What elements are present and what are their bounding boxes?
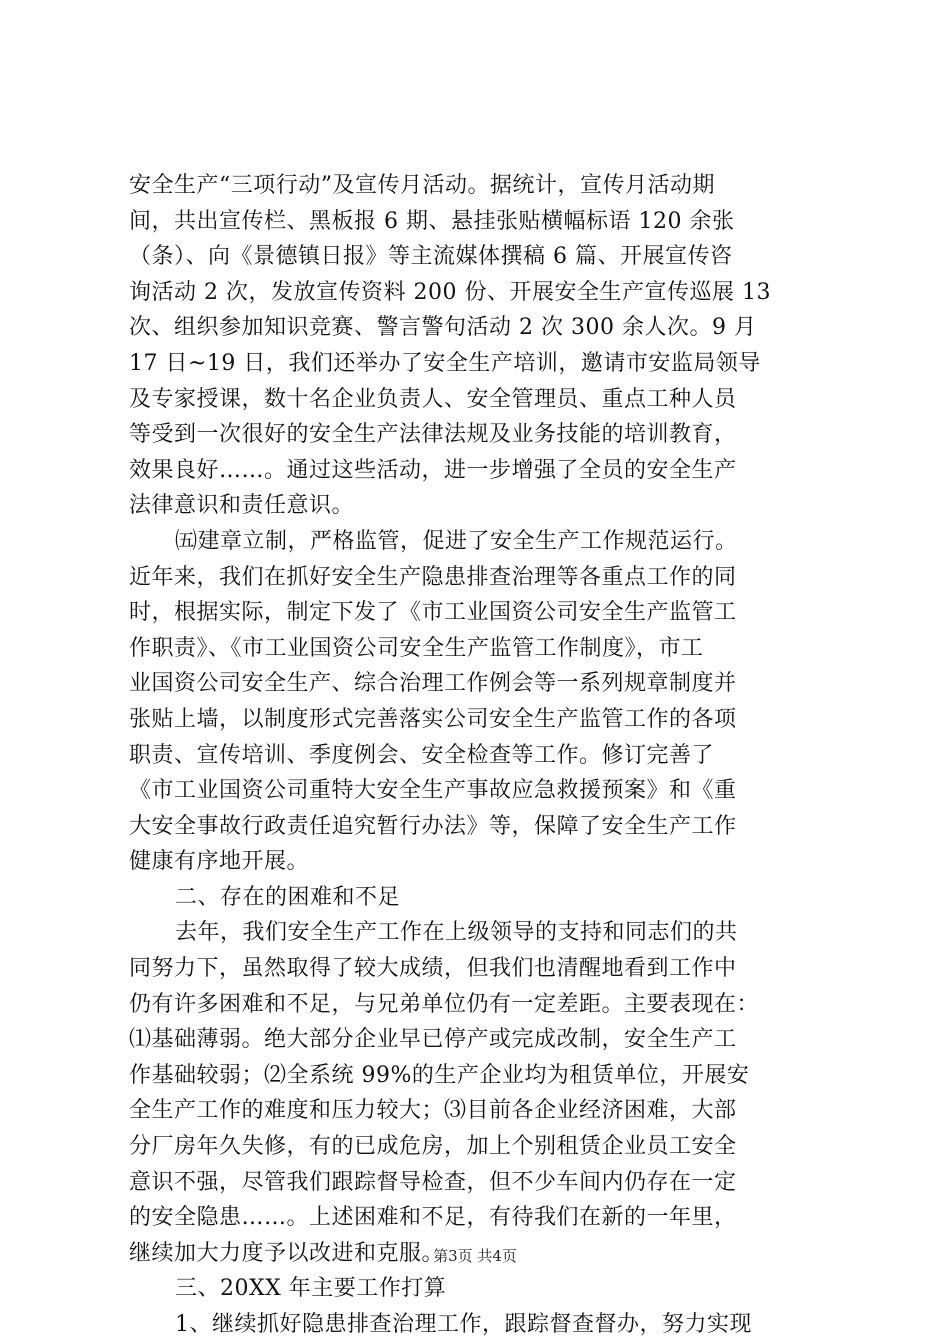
text-line: 时，根据实际，制定下发了《市工业国资公司安全生产监管工	[129, 600, 737, 626]
text-line: 健康有序地开展。	[129, 849, 310, 875]
text-line: 及专家授课，数十名企业负责人、安全管理员、重点工种人员	[129, 386, 737, 412]
section-heading: 二、存在的困难和不足	[175, 884, 401, 910]
text-line: 继续加大力度予以改进和克服。	[129, 1240, 445, 1266]
paragraph-heading: ㈤建章立制，严格监管，促进了安全生产工作规范运行。	[175, 528, 738, 554]
text-line: 1、继续抓好隐患排查治理工作，跟踪督查督办，努力实现	[175, 1312, 752, 1337]
text-line: 询活动 2 次，发放宣传资料 200 份、开展安全生产宣传巡展 13	[129, 279, 771, 305]
text-line: （条）、向《景德镇日报》等主流媒体撰稿 6 篇、开展宣传咨	[129, 244, 733, 270]
text-line: ⑴基础薄弱。绝大部分企业早已停产或完成改制，安全生产工	[129, 1027, 737, 1053]
text-line: 大安全事故行政责任追究暂行办法》等，保障了安全生产工作	[129, 813, 737, 839]
text-line: 17 日~19 日，我们还举办了安全生产培训，邀请市安监局领导	[129, 350, 761, 376]
text-line: 的安全隐患……。上述困难和不足，有待我们在新的一年里，	[129, 1205, 737, 1231]
text-line: 意识不强，尽管我们跟踪督导检查，但不少车间内仍存在一定	[129, 1169, 737, 1195]
text-line: 近年来，我们在抓好安全生产隐患排查治理等各重点工作的同	[129, 564, 737, 590]
text-line: 同努力下，虽然取得了较大成绩，但我们也清醒地看到工作中	[129, 956, 737, 982]
body-text	[129, 168, 834, 1343]
section-heading: 三、20XX 年主要工作打算	[175, 1276, 447, 1302]
text-line: 等受到一次很好的安全生产法律法规及业务技能的培训教育，	[129, 422, 737, 448]
text-line: 间，共出宣传栏、黑板报 6 期、悬挂张贴横幅标语 120 余张	[129, 208, 735, 234]
text-line: 《市工业国资公司重特大安全生产事故应急救援预案》和《重	[129, 778, 737, 804]
text-line: 业国资公司安全生产、综合治理工作例会等一系列规章制度并	[129, 671, 737, 697]
text-line: 去年，我们安全生产工作在上级领导的支持和同志们的共	[175, 920, 738, 946]
text-line: 作基础较弱；⑵全系统 99%的生产企业均为租赁单位，开展安	[129, 1062, 750, 1088]
text-line: 全生产工作的难度和压力较大；⑶目前各企业经济困难，大部	[129, 1098, 737, 1124]
text-line: 次、组织参加知识竞赛、警言警句活动 2 次 300 余人次。9 月	[129, 315, 757, 341]
text-line: 作职责》、《市工业国资公司安全生产监管工作制度》，市工	[129, 635, 704, 661]
text-line: 安全生产“三项行动”及宣传月活动。据统计，宣传月活动期	[129, 173, 715, 198]
text-line: 法律意识和责任意识。	[129, 493, 355, 519]
text-line: 仍有许多困难和不足，与兄弟单位仍有一定差距。主要表现在：	[129, 991, 760, 1017]
page-number-footer: 第3页 共4页	[433, 1247, 517, 1265]
text-line: 张贴上墙，以制度形式完善落实公司安全生产监管工作的各项	[129, 706, 737, 732]
text-line: 分厂房年久失修，有的已成危房，加上个别租赁企业员工安全	[129, 1134, 737, 1160]
text-line: 效果良好……。通过这些活动，进一步增强了全员的安全生产	[129, 457, 737, 483]
text-line: 职责、宣传培训、季度例会、安全检查等工作。修订完善了	[129, 742, 715, 768]
